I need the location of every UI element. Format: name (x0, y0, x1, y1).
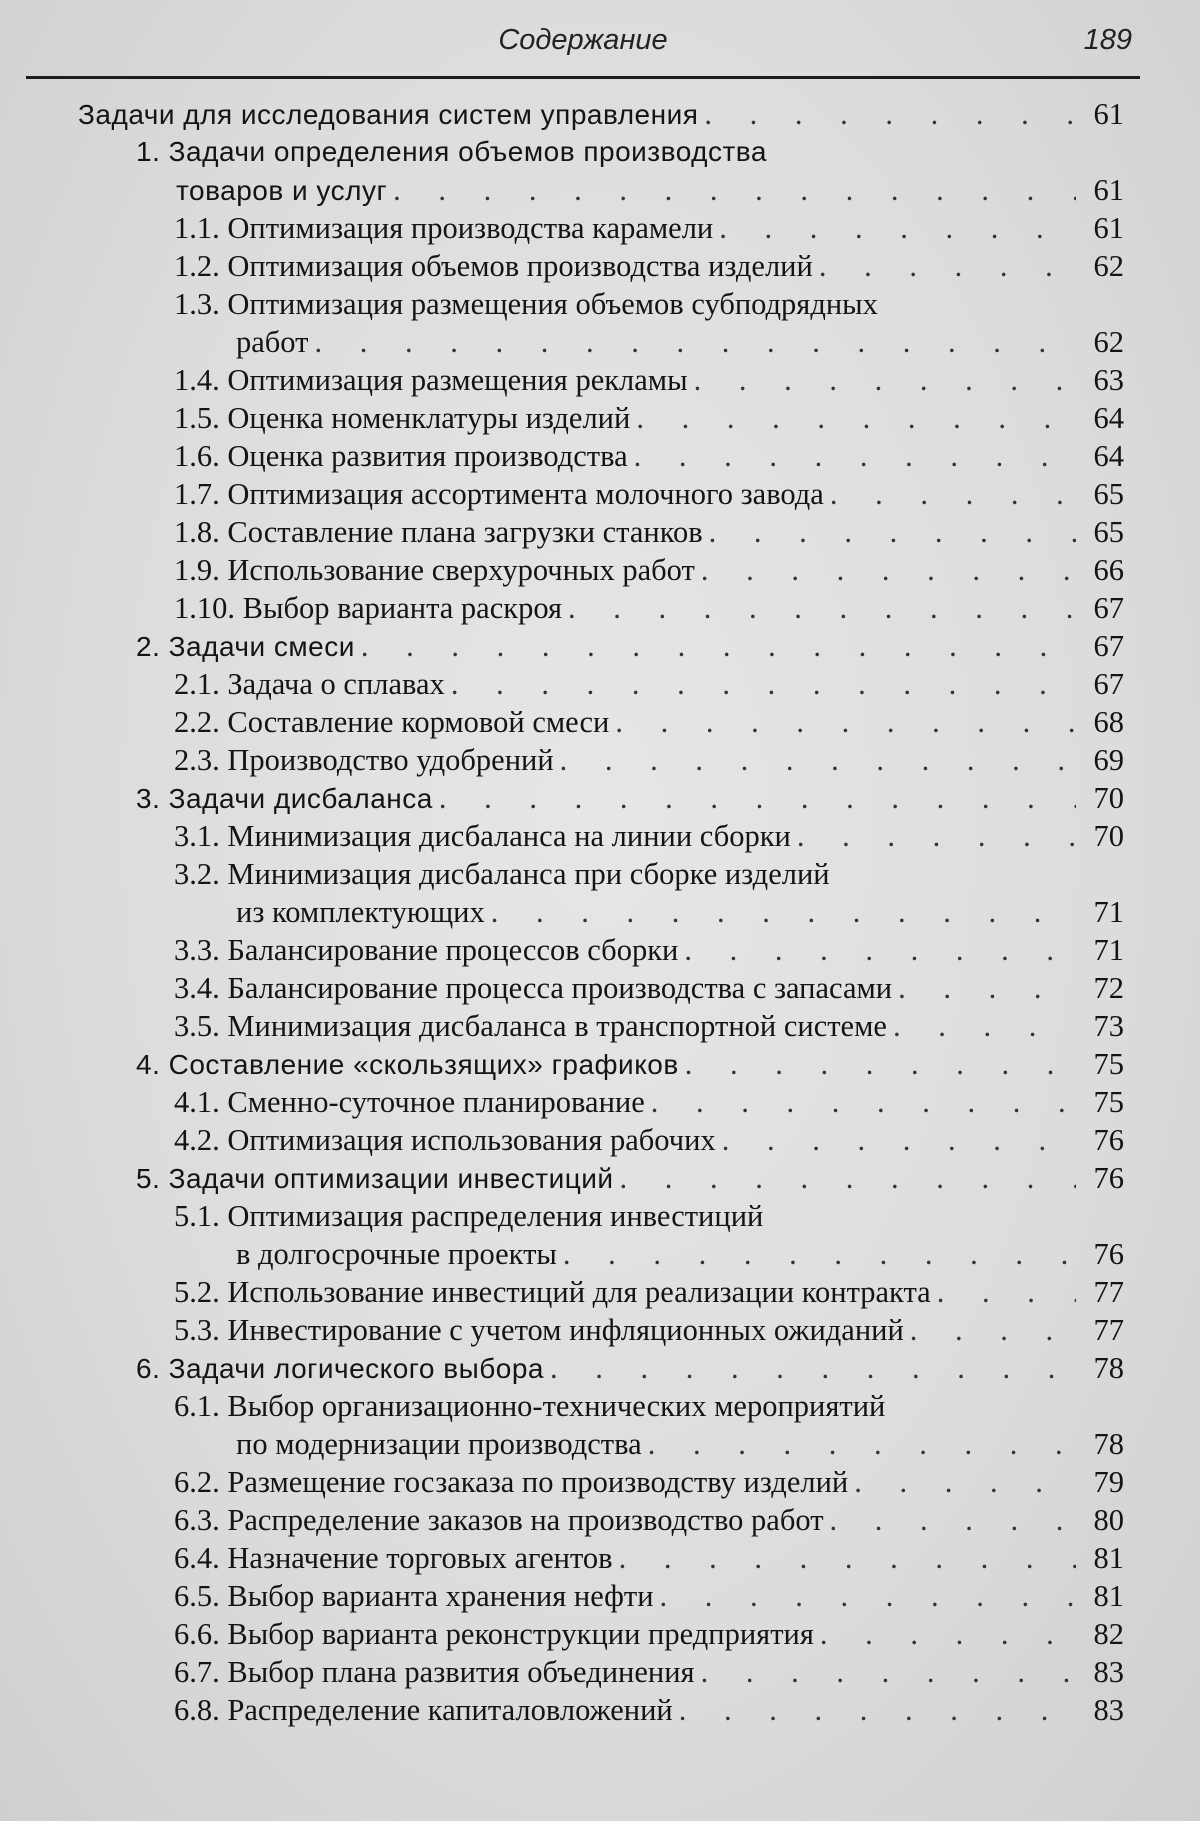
toc-entry-title: 6.5. Выбор варианта хранения нефти (174, 1579, 654, 1613)
toc-entry-subsection (0, 361, 1200, 399)
leader-dots (615, 703, 1076, 741)
toc-entry-title: 1.9. Использование сверхурочных работ (174, 553, 695, 587)
toc-entry-subsection (0, 969, 1200, 1007)
toc-entry-title: 3.3. Балансирование процессов сборки (174, 933, 679, 967)
toc-entry-title: 5.2. Использование инвестиций для реализации контракта (174, 1275, 931, 1309)
toc-page-number: 66 (1093, 553, 1124, 587)
leader-dots (898, 969, 1076, 1007)
toc-entry-subsection (0, 703, 1200, 741)
toc-entry-title: 1.10. Выбор варианта раскроя (174, 591, 563, 625)
page-title: Содержание (498, 24, 668, 56)
toc-entry-section (0, 133, 1200, 209)
toc-entry-title: 4. Составление «скользящих» графиков (136, 1049, 679, 1080)
leader-dots (550, 1349, 1076, 1387)
toc-entry-title: 1.1. Оптимизация производства карамели (174, 211, 714, 245)
leader-dots (679, 1691, 1076, 1729)
toc-entry-title: 5.1. Оптимизация распределения инвестиций (174, 1199, 764, 1233)
toc-entry-subsection (0, 931, 1200, 969)
toc-entry-title-continuation: работ (236, 325, 309, 359)
toc-page-number: 70 (1093, 819, 1124, 853)
leader-dots (684, 931, 1076, 969)
toc-entry-subsection (0, 741, 1200, 779)
toc-page-number: 61 (1093, 211, 1124, 245)
leader-dots (722, 1121, 1076, 1159)
toc-page-number: 81 (1093, 1579, 1124, 1613)
leader-dots (819, 247, 1076, 285)
toc-page-number: 79 (1093, 1465, 1124, 1499)
toc-entry-title: 6.1. Выбор организационно-технических мероприятий (174, 1389, 886, 1423)
toc-entry-title-continuation: в долгосрочные проекты (236, 1237, 557, 1271)
toc-page-number: 64 (1093, 439, 1124, 473)
toc-page-number: 63 (1093, 363, 1124, 397)
toc-entry-subsection (0, 1311, 1200, 1349)
running-header (26, 16, 1140, 79)
toc-entry-title: 2. Задачи смеси (136, 631, 355, 662)
toc-entry-subsection (0, 1121, 1200, 1159)
toc-entry-title: 6.8. Распределение капиталовложений (174, 1693, 673, 1727)
leader-dots (820, 1615, 1076, 1653)
toc-entry-subsection (0, 1387, 1200, 1463)
page-number: 189 (1083, 24, 1132, 56)
toc-entry-title-continuation: по модернизации производства (236, 1427, 642, 1461)
toc-entry-subsection (0, 1539, 1200, 1577)
toc-page-number: 69 (1093, 743, 1124, 777)
leader-dots (620, 1159, 1076, 1197)
toc-entry-title: 1.7. Оптимизация ассортимента молочного завода (174, 477, 824, 511)
toc-page-number: 67 (1093, 591, 1124, 625)
toc-entry-title: 1.5. Оценка номенклатуры изделий (174, 401, 631, 435)
toc-entry-subsection (0, 437, 1200, 475)
toc-entry-subsection (0, 817, 1200, 855)
toc-entry-title: Задачи для исследования систем управления (78, 99, 699, 130)
toc-entry-section (0, 779, 1200, 817)
toc-entry-title: 1.2. Оптимизация объемов производства изделий (174, 249, 813, 283)
toc-page-number: 75 (1093, 1047, 1124, 1081)
toc-page-number: 75 (1093, 1085, 1124, 1119)
toc-entry-title-continuation: из комплектующих (236, 895, 485, 929)
toc-entry-title: 1.4. Оптимизация размещения рекламы (174, 363, 688, 397)
leader-dots (634, 437, 1076, 475)
toc-entry-title: 4.2. Оптимизация использования рабочих (174, 1123, 716, 1157)
leader-dots (910, 1311, 1076, 1349)
toc-entry-title: 6.7. Выбор плана развития объединения (174, 1655, 695, 1689)
toc-entry-title-continuation: товаров и услуг (176, 175, 388, 206)
toc-entry-subsection (0, 589, 1200, 627)
toc-page-number: 65 (1093, 477, 1124, 511)
toc-page-number: 71 (1093, 933, 1124, 967)
toc-page-number: 83 (1093, 1655, 1124, 1689)
toc-entry-subsection (0, 399, 1200, 437)
leader-dots (797, 817, 1076, 855)
toc-page-number: 78 (1093, 1351, 1124, 1385)
toc-entry-title: 4.1. Сменно-суточное планирование (174, 1085, 645, 1119)
leader-dots (451, 665, 1076, 703)
toc-entry-title: 2.1. Задача о сплавах (174, 667, 445, 701)
toc-entry-title: 3.5. Минимизация дисбаланса в транспортной системе (174, 1009, 887, 1043)
toc-entry-title: 2.2. Составление кормовой смеси (174, 705, 610, 739)
toc-page-number: 67 (1093, 629, 1124, 663)
leader-dots (563, 1235, 1076, 1273)
toc-page-number: 76 (1093, 1237, 1124, 1271)
leader-dots (619, 1539, 1076, 1577)
toc-entry-title: 1.3. Оптимизация размещения объемов субподрядных (174, 287, 878, 321)
toc-page-number: 64 (1093, 401, 1124, 435)
toc-entry-subsection (0, 1615, 1200, 1653)
toc-entry-subsection (0, 1463, 1200, 1501)
toc-page-number: 67 (1093, 667, 1124, 701)
toc-page-number: 76 (1093, 1161, 1124, 1195)
toc-entry-title: 1.8. Составление плана загрузки станков (174, 515, 703, 549)
toc-page-number: 70 (1093, 781, 1124, 815)
leader-dots (830, 1501, 1076, 1539)
toc-entry-subsection (0, 551, 1200, 589)
table-of-contents (0, 95, 1200, 1729)
toc-entry-subsection (0, 1501, 1200, 1539)
toc-page-number: 76 (1093, 1123, 1124, 1157)
leader-dots (854, 1463, 1076, 1501)
toc-page-number: 80 (1093, 1503, 1124, 1537)
toc-entry-subsection (0, 475, 1200, 513)
toc-entry-title: 6.4. Назначение торговых агентов (174, 1541, 613, 1575)
leader-dots (393, 171, 1076, 209)
toc-entry-title: 1. Задачи определения объемов производства (136, 136, 767, 167)
leader-dots (491, 893, 1076, 931)
toc-entry-title: 2.3. Производство удобрений (174, 743, 554, 777)
toc-entry-title: 3.2. Минимизация дисбаланса при сборке изделий (174, 857, 830, 891)
leader-dots (685, 1045, 1076, 1083)
toc-page-number: 83 (1093, 1693, 1124, 1727)
leader-dots (651, 1083, 1076, 1121)
toc-entry-subsection (0, 1691, 1200, 1729)
toc-entry-title: 6.6. Выбор варианта реконструкции предприятия (174, 1617, 814, 1651)
leader-dots (709, 513, 1076, 551)
leader-dots (560, 741, 1076, 779)
leader-dots (830, 475, 1076, 513)
toc-entry-title: 6. Задачи логического выбора (136, 1353, 544, 1384)
toc-page-number: 72 (1093, 971, 1124, 1005)
leader-dots (636, 399, 1076, 437)
toc-entry-title: 5.3. Инвестирование с учетом инфляционных ожиданий (174, 1313, 904, 1347)
toc-entry-subsection (0, 1577, 1200, 1615)
leader-dots (893, 1007, 1076, 1045)
toc-entry-subsection (0, 513, 1200, 551)
leader-dots (701, 551, 1076, 589)
toc-page-number: 62 (1093, 325, 1124, 359)
toc-entry-section (0, 627, 1200, 665)
toc-page-number: 68 (1093, 705, 1124, 739)
leader-dots (704, 95, 1076, 133)
toc-page-number: 78 (1093, 1427, 1124, 1461)
toc-entry-subsection (0, 855, 1200, 931)
toc-entry-section (0, 1159, 1200, 1197)
toc-entry-section (0, 1045, 1200, 1083)
toc-entry-title: 3.4. Балансирование процесса производства с запасами (174, 971, 893, 1005)
toc-entry-title: 6.3. Распределение заказов на производство работ (174, 1503, 824, 1537)
toc-entry-title: 5. Задачи оптимизации инвестиций (136, 1163, 614, 1194)
toc-page-number: 82 (1093, 1617, 1124, 1651)
toc-entry-subsection (0, 1197, 1200, 1273)
toc-entry-subsection (0, 1007, 1200, 1045)
toc-entry-title: 3.1. Минимизация дисбаланса на линии сборки (174, 819, 791, 853)
toc-entry-subsection (0, 247, 1200, 285)
toc-entry-subsection (0, 665, 1200, 703)
toc-page-number: 65 (1093, 515, 1124, 549)
toc-entry-subsection (0, 1083, 1200, 1121)
leader-dots (660, 1577, 1076, 1615)
leader-dots (314, 323, 1076, 361)
toc-entry-section (0, 1349, 1200, 1387)
toc-page-number: 73 (1093, 1009, 1124, 1043)
toc-entry-title: 1.6. Оценка развития производства (174, 439, 628, 473)
toc-page-number: 77 (1093, 1275, 1124, 1309)
toc-page-number: 62 (1093, 249, 1124, 283)
leader-dots (568, 589, 1076, 627)
toc-page-number: 71 (1093, 895, 1124, 929)
leader-dots (937, 1273, 1076, 1311)
leader-dots (439, 779, 1076, 817)
toc-page-number: 81 (1093, 1541, 1124, 1575)
leader-dots (719, 209, 1076, 247)
toc-page-number: 77 (1093, 1313, 1124, 1347)
toc-entry-subsection (0, 1273, 1200, 1311)
leader-dots (361, 627, 1076, 665)
leader-dots (648, 1425, 1076, 1463)
toc-page-number: 61 (1093, 97, 1124, 131)
toc-entry-subsection (0, 285, 1200, 361)
leader-dots (701, 1653, 1076, 1691)
toc-entry-subsection (0, 1653, 1200, 1691)
toc-page-number: 61 (1093, 173, 1124, 207)
toc-entry-chapter (0, 95, 1200, 133)
toc-entry-title: 6.2. Размещение госзаказа по производству изделий (174, 1465, 849, 1499)
leader-dots (694, 361, 1076, 399)
toc-entry-subsection (0, 209, 1200, 247)
toc-entry-title: 3. Задачи дисбаланса (136, 783, 433, 814)
